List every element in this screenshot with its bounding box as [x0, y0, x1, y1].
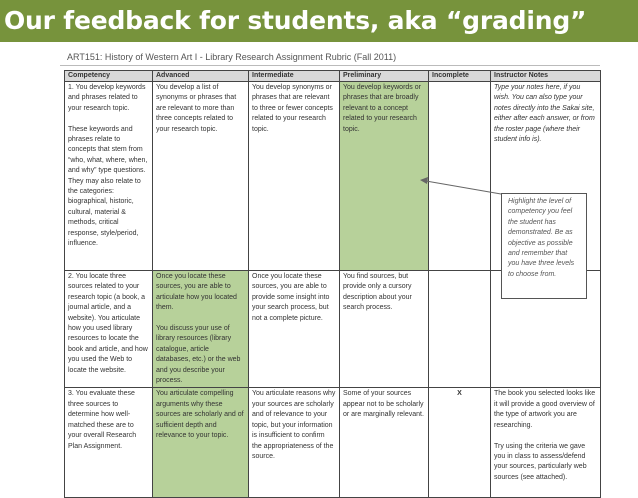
header-competency: Competency [65, 71, 153, 82]
slide-title: Our feedback for students, aka “grading” [4, 6, 587, 35]
row1-intermediate: You develop synonyms or phrases that are relevant to three or fewer concepts related to your research topic. [249, 82, 340, 271]
row1-incomplete[interactable] [429, 82, 491, 271]
header-instructor-notes: Instructor Notes [491, 71, 601, 82]
document-divider [60, 65, 600, 66]
row1-preliminary-highlighted[interactable]: You develop keywords or phrases that are broadly relevant to a concept related to your research topic. [340, 82, 429, 271]
row2-competency: 2. You locate three sources related to your research topic (a book, a journal article, and a website). You articulate how you used library resources to locate the book and article, and how you used the Web to locate the website. [65, 271, 153, 388]
row3-instructor-notes[interactable]: The book you selected looks like it will provide a good overview of the type of artwork you are researching. Try using the criteria we gave you in class to assess/defend your sources, particularly web sources (see attached). [491, 388, 601, 498]
header-intermediate: Intermediate [249, 71, 340, 82]
row2-intermediate: Once you locate these sources, you are able to provide some insight into your search process, but not a complete picture. [249, 271, 340, 388]
row2-incomplete[interactable] [429, 271, 491, 388]
header-incomplete: Incomplete [429, 71, 491, 82]
instructor-callout-box: Highlight the level of competency you feel the student has demonstrated. Be as objective as possible and remember that you have three levels to choose from. [501, 193, 587, 299]
row3-competency: 3. You evaluate these three sources to determine how well-matched these are to your overall Research Plan Assignment. [65, 388, 153, 498]
row1-advanced: You develop a list of synonyms or phrases that are relevant to more than three concepts related to your research topic. [153, 82, 249, 271]
row3-advanced-highlighted[interactable]: You articulate compelling arguments why these sources are scholarly and of sufficient depth and relevance to your topic. [153, 388, 249, 498]
header-advanced: Advanced [153, 71, 249, 82]
header-preliminary: Preliminary [340, 71, 429, 82]
row1-competency: 1. You develop keywords and phrases related to your research topic. These keywords and phrases relate to concepts that stem from “who, what, where, when, and why” type questions. They may also relate to the categories: biographical, historic, cultural, material & methods, critical response, style/period, influence. [65, 82, 153, 271]
row3-intermediate: You articulate reasons why your sources are scholarly and of relevance to your topic, but your information is insufficient to confirm the appropriateness of the source. [249, 388, 340, 498]
slide-title-bar [0, 0, 638, 42]
rubric-row-3 [65, 388, 601, 498]
row2-preliminary: You find sources, but provide only a cursory description about your search process. [340, 271, 429, 388]
document-title: ART151: History of Western Art I - Library Research Assignment Rubric (Fall 2011) [67, 52, 397, 62]
rubric-header-row [65, 71, 601, 82]
row3-incomplete-x-mark[interactable]: X [429, 388, 491, 498]
row2-advanced-highlighted[interactable]: Once you locate these sources, you are able to articulate how you located them. You discuss your use of library resources (library catalogue, article databases, etc.) or the web and you describe your process. [153, 271, 249, 388]
row1-instructor-notes[interactable]: Type your notes here, if you wish. You can also type your notes directly into the Sakai site, either after each answer, or from the roster page (where their student info is). [491, 82, 601, 271]
row3-preliminary: Some of your sources appear not to be scholarly or are marginally relevant. [340, 388, 429, 498]
